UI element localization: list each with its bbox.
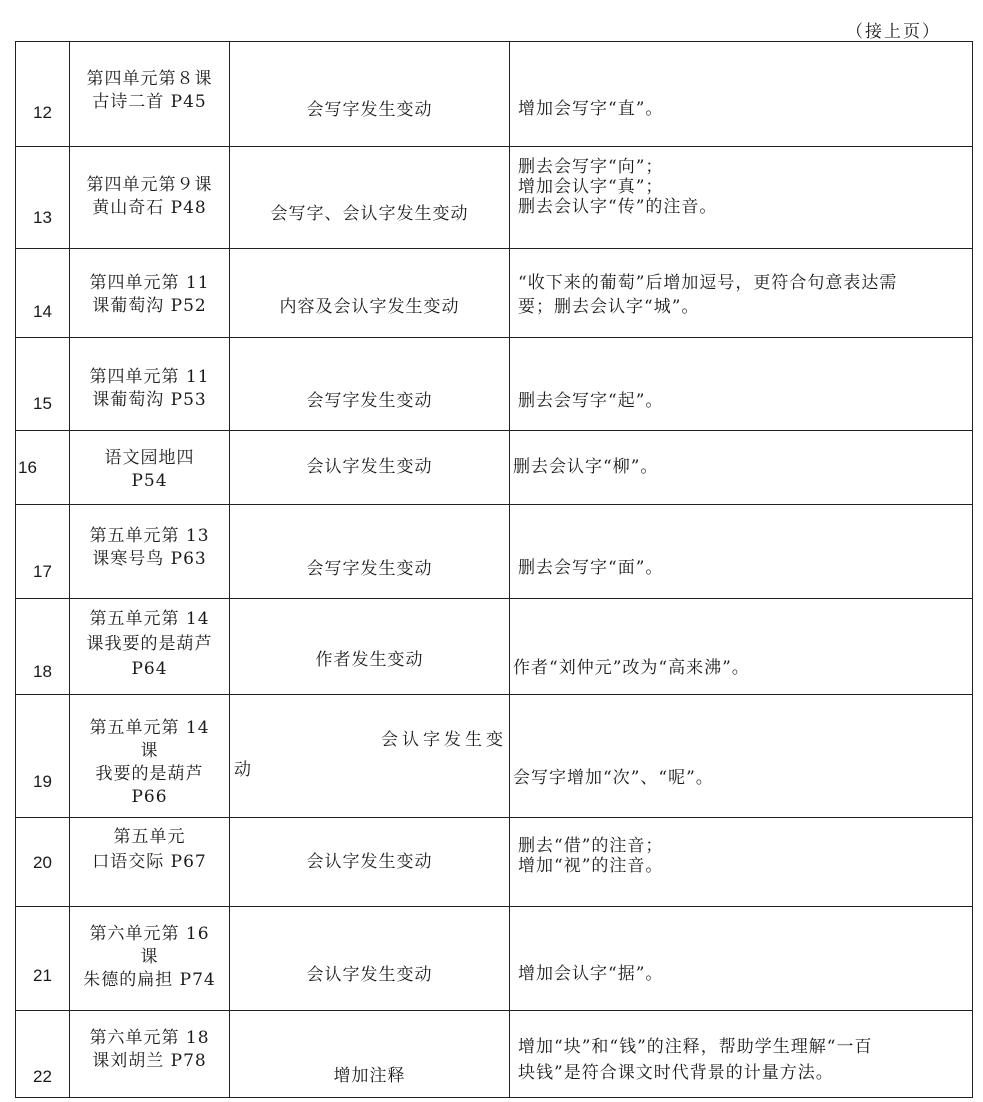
change-type-cell <box>230 907 510 1011</box>
change-detail-cell <box>510 695 973 818</box>
detail-line: 删去会写字“向”； <box>518 157 664 177</box>
detail-line: 要；删去会认字“城”。 <box>518 297 700 317</box>
row-number: 16 <box>18 458 37 477</box>
row-number-cell <box>16 42 70 147</box>
lesson-line: 第六单元第 18 <box>89 1028 210 1048</box>
change-type: 会写字发生变动 <box>306 559 433 579</box>
detail-line: 增加会写字“直”。 <box>518 99 664 119</box>
change-detail <box>518 558 970 578</box>
change-type-cell <box>230 431 510 505</box>
change-type-cell <box>230 42 510 147</box>
change-type-cell <box>230 505 510 599</box>
lesson-name <box>70 68 229 114</box>
change-type-cell <box>230 1011 510 1098</box>
lesson-line: 第四单元第 11 <box>89 273 210 293</box>
lesson-line: P54 <box>131 471 168 491</box>
table-row <box>16 147 973 249</box>
row-number-cell <box>16 147 70 249</box>
lesson-line: 第五单元 <box>113 827 186 847</box>
row-number: 18 <box>33 662 52 681</box>
row-number: 14 <box>33 302 52 321</box>
table-row <box>16 505 973 599</box>
change-detail <box>518 836 970 876</box>
lesson-line: 课葡萄沟 P52 <box>92 296 207 316</box>
change-detail <box>518 271 970 319</box>
change-detail <box>518 157 970 217</box>
row-number: 19 <box>33 772 52 791</box>
change-type-wrap: 动 <box>234 760 251 780</box>
lesson-cell <box>70 599 230 695</box>
change-type: 会认字发生变动 <box>306 965 433 985</box>
lesson-name <box>70 272 229 318</box>
detail-line: 删去“借”的注音； <box>518 836 664 856</box>
change-type: 会写字发生变动 <box>306 100 433 120</box>
lesson-line: 课我要的是葫芦 <box>86 634 213 654</box>
lesson-cell <box>70 695 230 818</box>
change-type: 内容及会认字发生变动 <box>279 297 460 317</box>
lesson-cell <box>70 249 230 338</box>
lesson-cell <box>70 505 230 599</box>
lesson-name <box>70 607 229 682</box>
lesson-line: 第四单元第８课 <box>86 69 213 89</box>
lesson-line: 口语交际 P67 <box>92 852 207 872</box>
change-type-cell <box>230 338 510 431</box>
detail-line: 删去会认字“传”的注音。 <box>518 197 718 217</box>
detail-line: 增加“视”的注音。 <box>518 856 664 876</box>
row-number-cell <box>16 599 70 695</box>
table-row <box>16 907 973 1011</box>
lesson-line: 黄山奇石 P48 <box>92 198 207 218</box>
lesson-line: 课葡萄沟 P53 <box>92 390 207 410</box>
detail-line: 作者“刘仲元”改为“高来沸”。 <box>513 658 750 678</box>
detail-line: “收下来的葡萄”后增加逗号，更符合句意表达需 <box>518 273 898 293</box>
change-detail <box>518 1034 970 1086</box>
table-row <box>16 42 973 147</box>
change-detail <box>518 391 970 411</box>
lesson-name <box>70 825 229 875</box>
lesson-line: 课 <box>140 947 159 967</box>
lesson-cell <box>70 338 230 431</box>
row-number-cell <box>16 505 70 599</box>
lesson-line: 课 <box>140 741 159 761</box>
change-detail <box>513 768 970 788</box>
detail-line: 删去会写字“起”。 <box>518 391 664 411</box>
change-detail-cell <box>510 599 973 695</box>
lesson-cell <box>70 42 230 147</box>
lesson-line: 第五单元第 14 <box>89 609 210 629</box>
lesson-line: 课刘胡兰 P78 <box>92 1051 207 1071</box>
lesson-name <box>70 717 229 809</box>
table-row <box>16 818 973 907</box>
change-detail <box>518 99 970 119</box>
change-detail <box>513 457 970 477</box>
table-row <box>16 431 973 505</box>
row-number: 15 <box>33 394 52 413</box>
detail-line: 删去会认字“柳”。 <box>513 457 659 477</box>
detail-line: 删去会写字“面”。 <box>518 558 664 578</box>
row-number-cell <box>16 818 70 907</box>
detail-line: 会写字增加“次”、“呢”。 <box>513 768 714 788</box>
row-number-cell <box>16 907 70 1011</box>
change-detail-cell <box>510 505 973 599</box>
table-row <box>16 695 973 818</box>
change-type-cell <box>230 249 510 338</box>
row-number: 12 <box>33 103 52 122</box>
detail-line: 增加会认字“据”。 <box>518 964 664 984</box>
row-number: 20 <box>33 853 52 872</box>
lesson-line: 课寒号鸟 P63 <box>92 549 207 569</box>
lesson-line: 古诗二首 P45 <box>92 92 207 112</box>
change-detail <box>518 964 970 984</box>
row-number-cell <box>16 695 70 818</box>
continued-note: （接上页） <box>846 22 941 42</box>
table-row <box>16 249 973 338</box>
detail-line: 增加“块”和“钱”的注释，帮助学生理解“一百 <box>518 1037 873 1057</box>
row-number: 17 <box>33 562 52 581</box>
lesson-name <box>70 447 229 493</box>
table-row <box>16 1011 973 1098</box>
lesson-cell <box>70 818 230 907</box>
change-detail-cell <box>510 431 973 505</box>
row-number-cell <box>16 431 70 505</box>
change-type: 会认字发生变 <box>381 730 507 750</box>
change-detail <box>513 658 970 678</box>
change-type: 作者发生变动 <box>315 650 424 670</box>
lesson-cell <box>70 907 230 1011</box>
lesson-line: 第四单元第９课 <box>86 175 213 195</box>
change-detail-cell <box>510 338 973 431</box>
row-number: 13 <box>33 208 52 227</box>
lesson-line: P64 <box>131 659 168 679</box>
change-type-cell <box>230 147 510 249</box>
lesson-line: 第五单元第 13 <box>89 526 210 546</box>
table-row <box>16 599 973 695</box>
row-number: 21 <box>33 966 52 985</box>
change-type: 会写字发生变动 <box>306 391 433 411</box>
detail-line: 块钱”是符合课文时代背景的计量方法。 <box>518 1063 834 1083</box>
change-type: 会认字发生变动 <box>306 457 433 477</box>
lesson-cell <box>70 1011 230 1098</box>
change-detail-cell <box>510 1011 973 1098</box>
change-type: 增加注释 <box>333 1066 406 1086</box>
change-type: 会认字发生变动 <box>306 852 433 872</box>
lesson-cell <box>70 147 230 249</box>
lesson-line: 我要的是葫芦 <box>95 764 204 784</box>
change-detail-cell <box>510 818 973 907</box>
change-detail-cell <box>510 907 973 1011</box>
lesson-line: 第六单元第 16 <box>89 924 210 944</box>
row-number: 22 <box>33 1067 52 1086</box>
lesson-name <box>70 525 229 571</box>
lesson-name <box>70 923 229 992</box>
lesson-line: 第四单元第 11 <box>89 367 210 387</box>
change-type: 会写字、会认字发生变动 <box>270 204 469 224</box>
lesson-name <box>70 1027 229 1073</box>
lesson-line: P66 <box>131 787 168 807</box>
change-detail-cell <box>510 42 973 147</box>
row-number-cell <box>16 1011 70 1098</box>
lesson-cell <box>70 431 230 505</box>
lesson-name <box>70 174 229 220</box>
change-type-cell <box>230 695 510 818</box>
lesson-line: 第五单元第 14 <box>89 718 210 738</box>
row-number-cell <box>16 249 70 338</box>
row-number-cell <box>16 338 70 431</box>
lesson-name <box>70 366 229 412</box>
detail-line: 增加会认字“真”； <box>518 177 664 197</box>
textbook-changes-table <box>15 41 973 1098</box>
change-type-cell <box>230 818 510 907</box>
change-detail-cell <box>510 147 973 249</box>
change-type-cell <box>230 599 510 695</box>
lesson-line: 朱德的扁担 P74 <box>83 970 216 990</box>
table-row <box>16 338 973 431</box>
lesson-line: 语文园地四 <box>104 448 195 468</box>
change-detail-cell <box>510 249 973 338</box>
